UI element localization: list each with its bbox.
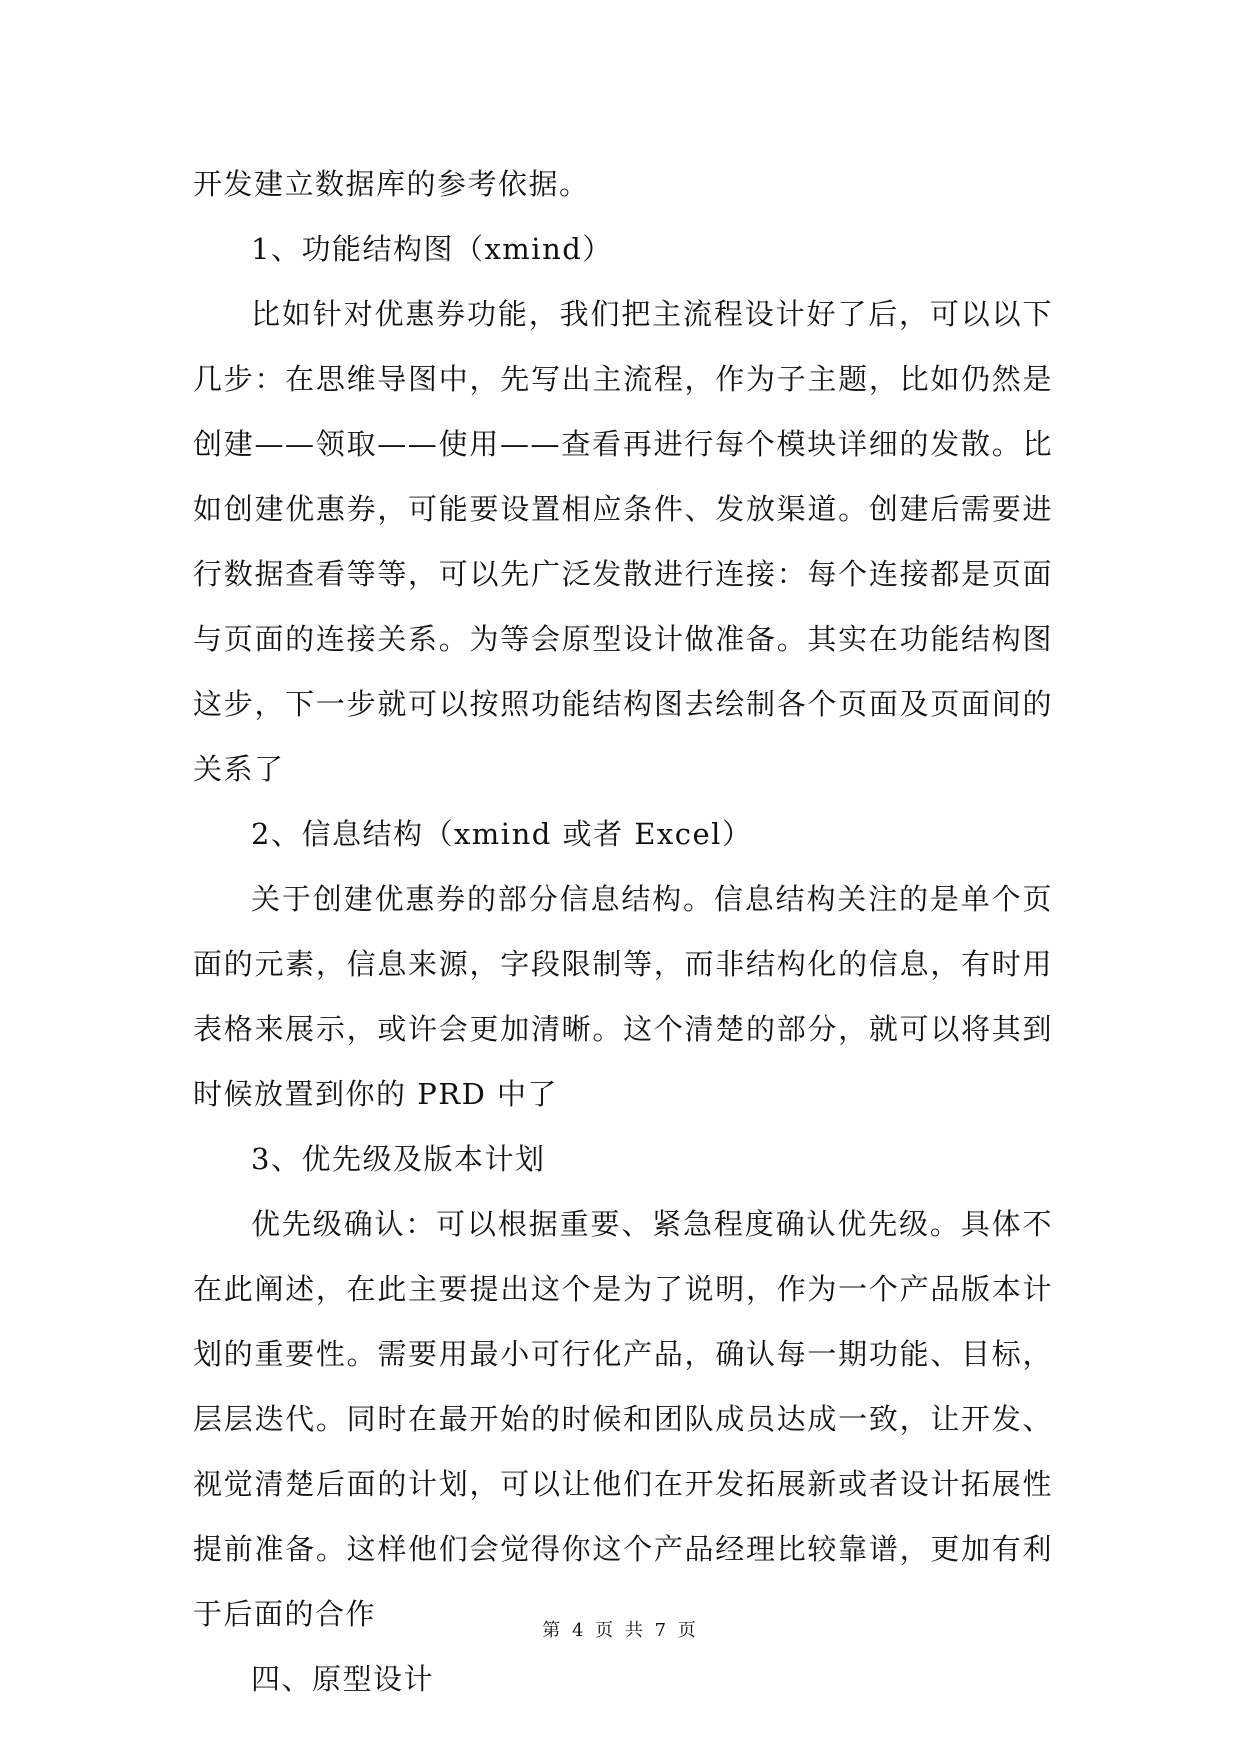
paragraph-functional-structure: 比如针对优惠券功能，我们把主流程设计好了后，可以以下几步：在思维导图中，先写出主流程，作为子主题，比如仍然是创建——领取——使用——查看再进行每个模块详细的发散。比如创建优惠券，可能要设置相应条件、发放渠道。创建后需要进行数据查看等等，可以先广泛发散进行连接：每个连接都是页面与页面的连接关系。为等会原型设计做准备。其实在功能结构图这步，下一步就可以按照功能结构图去绘制各个页面及页面间的关系了 (193, 297, 1053, 786)
document-body (193, 152, 1053, 1712)
section-heading-prototype-design: 四、原型设计 (251, 1662, 435, 1696)
section-heading-information-structure: 2、信息结构（xmind 或者 Excel） (251, 817, 753, 851)
paragraph-priority-version: 优先级确认：可以根据重要、紧急程度确认优先级。具体不在此阐述，在此主要提出这个是为了说明，作为一个产品版本计划的重要性。需要用最小可行化产品，确认每一期功能、目标，层层迭代。同时在最开始的时候和团队成员达成一致，让开发、视觉清楚后面的计划，可以让他们在开发拓展新或者设计拓展性提前准备。这样他们会觉得你这个产品经理比较靠谱，更加有利于后面的合作 (193, 1207, 1053, 1631)
section-heading-functional-structure: 1、功能结构图（xmind） (251, 232, 613, 266)
paragraph-information-structure: 关于创建优惠券的部分信息结构。信息结构关注的是单个页面的元素，信息来源，字段限制等，而非结构化的信息，有时用表格来展示，或许会更加清晰。这个清楚的部分，就可以将其到时候放置到你的 PRD 中了 (193, 882, 1053, 1111)
section-heading-priority-version: 3、优先级及版本计划 (251, 1142, 546, 1176)
page-number-footer: 第 4 页 共 7 页 (542, 1620, 699, 1641)
paragraph-continuation: 开发建立数据库的参考依据。 (193, 167, 590, 201)
